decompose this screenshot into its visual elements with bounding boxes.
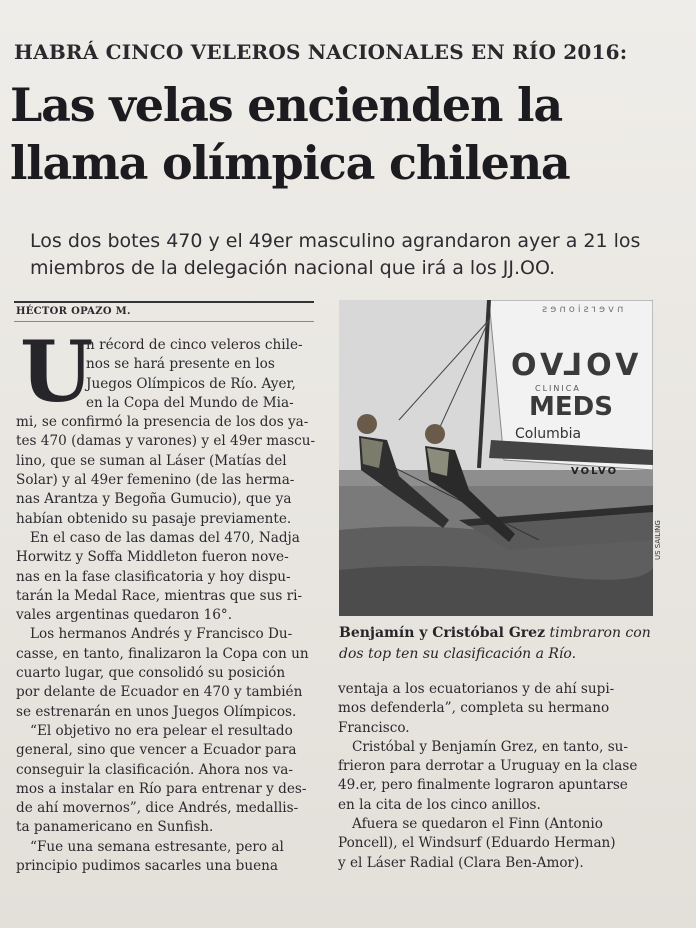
article-line: general, sino que vencer a Ecuador para [16,742,297,759]
article-line: Afuera se quedaron el Finn (Antonio [352,816,603,833]
deck-line-1: Los dos botes 470 y el 49er masculino agrandaron ayer a 21 los [30,230,641,252]
deck [30,228,680,282]
headline [10,76,690,192]
article-line: mos defenderla”, completa su hermano [338,700,610,717]
article-line: Poncell), el Windsurf (Eduardo Herman) [338,835,616,852]
byline: HÉCTOR OPAZO M. [16,306,131,317]
article-line: Solar) y al 49er femenino (de las herma- [16,472,295,489]
kicker: HABRÁ CINCO VELEROS NACIONALES EN RÍO 2016: [14,40,628,64]
article-line: vales argentinas quedaron 16°. [16,607,233,624]
article-line: Los hermanos Andrés y Francisco Du- [30,626,293,643]
article-column-1 [16,336,316,876]
article-line: “El objetivo no era pelear el resultado [30,722,293,739]
article-line: Juegos Olímpicos de Río. Ayer, [86,375,296,392]
caption-text-1: timbraron con [545,625,651,641]
article-line: nas Arantza y Begoña Gumucio), que ya [16,491,292,508]
sail-clinica: CLINICA [535,384,581,393]
article-line: por delante de Ecuador en 470 y también [16,684,303,701]
article-line: en la cita de los cinco anillos. [338,796,541,813]
caption-text-2: dos top ten su clasificación a Río. [339,646,577,662]
article-line: habían obtenido su pasaje previamente. [16,510,292,527]
caption-names: Benjamín y Cristóbal Grez [339,625,546,641]
sail-meds: MEDS [529,392,613,422]
article-line: n récord de cinco veleros chile- [86,337,303,353]
sail-volvo: VOLVO [507,348,639,383]
article-line: y el Láser Radial (Clara Ben-Amor). [338,854,584,871]
sail-text-top: nversiones [539,304,624,315]
article-line: se estrenarán en unos Juegos Olímpicos. [16,703,297,720]
article-line: en la Copa del Mundo de Mia- [86,394,294,411]
article-line: “Fue una semana estresante, pero al [30,838,284,855]
article-line: Cristóbal y Benjamín Grez, en tanto, su- [352,738,629,755]
article-line: nos se hará presente en los [86,356,275,373]
article-line: lino, que se suman al Láser (Matías del [16,452,287,469]
hull-volvo: VOLVO [571,466,619,477]
article-line: ventaja a los ecuatorianos y de ahí supi- [338,681,615,697]
deck-line-2: miembros de la delegación nacional que irá a los JJ.OO. [30,257,556,279]
sail-columbia: Columbia [515,426,582,442]
photo-credit: US SAILING [654,520,662,560]
article-line: En el caso de las damas del 470, Nadja [30,529,300,546]
article-line: de ahí movernos”, dice Andrés, medallis- [16,800,299,817]
article-line: Horwitz y Soffa Middleton fueron nove- [16,549,289,566]
article-line: Francisco. [338,719,410,736]
headline-line-1: Las velas encienden la [10,78,562,132]
article-line: frieron para derrotar a Uruguay en la clase [338,758,638,775]
article-line: tes 470 (damas y varones) y el 49er mascu- [16,433,316,450]
article-line: mi, se confirmó la presencia de los dos ya- [16,414,309,431]
article-line: tarán la Medal Race, mientras que sus ri- [16,587,303,604]
article-line: 49.er, pero finalmente lograron apuntarse [338,777,628,794]
article-line: cuarto lugar, que consolidó su posición [16,665,286,682]
article-line: nas en la fase clasificatoria y hoy dispu- [16,568,291,585]
photo-caption [339,623,659,665]
headline-line-2: llama olímpica chilena [10,136,570,190]
article-line: casse, en tanto, finalizaron la Copa con un [16,645,309,662]
byline-rule [14,301,314,303]
drop-cap: U [20,322,94,421]
article-line: principio pudimos sacarles una buena [16,858,278,875]
article-line: mos a instalar en Río para entrenar y des- [16,780,307,797]
article-line: conseguir la clasificación. Ahora nos va- [16,761,293,778]
sailing-photo [339,300,653,616]
article-column-2 [338,680,658,873]
article-line: ta panamericano en Sunfish. [16,819,214,836]
